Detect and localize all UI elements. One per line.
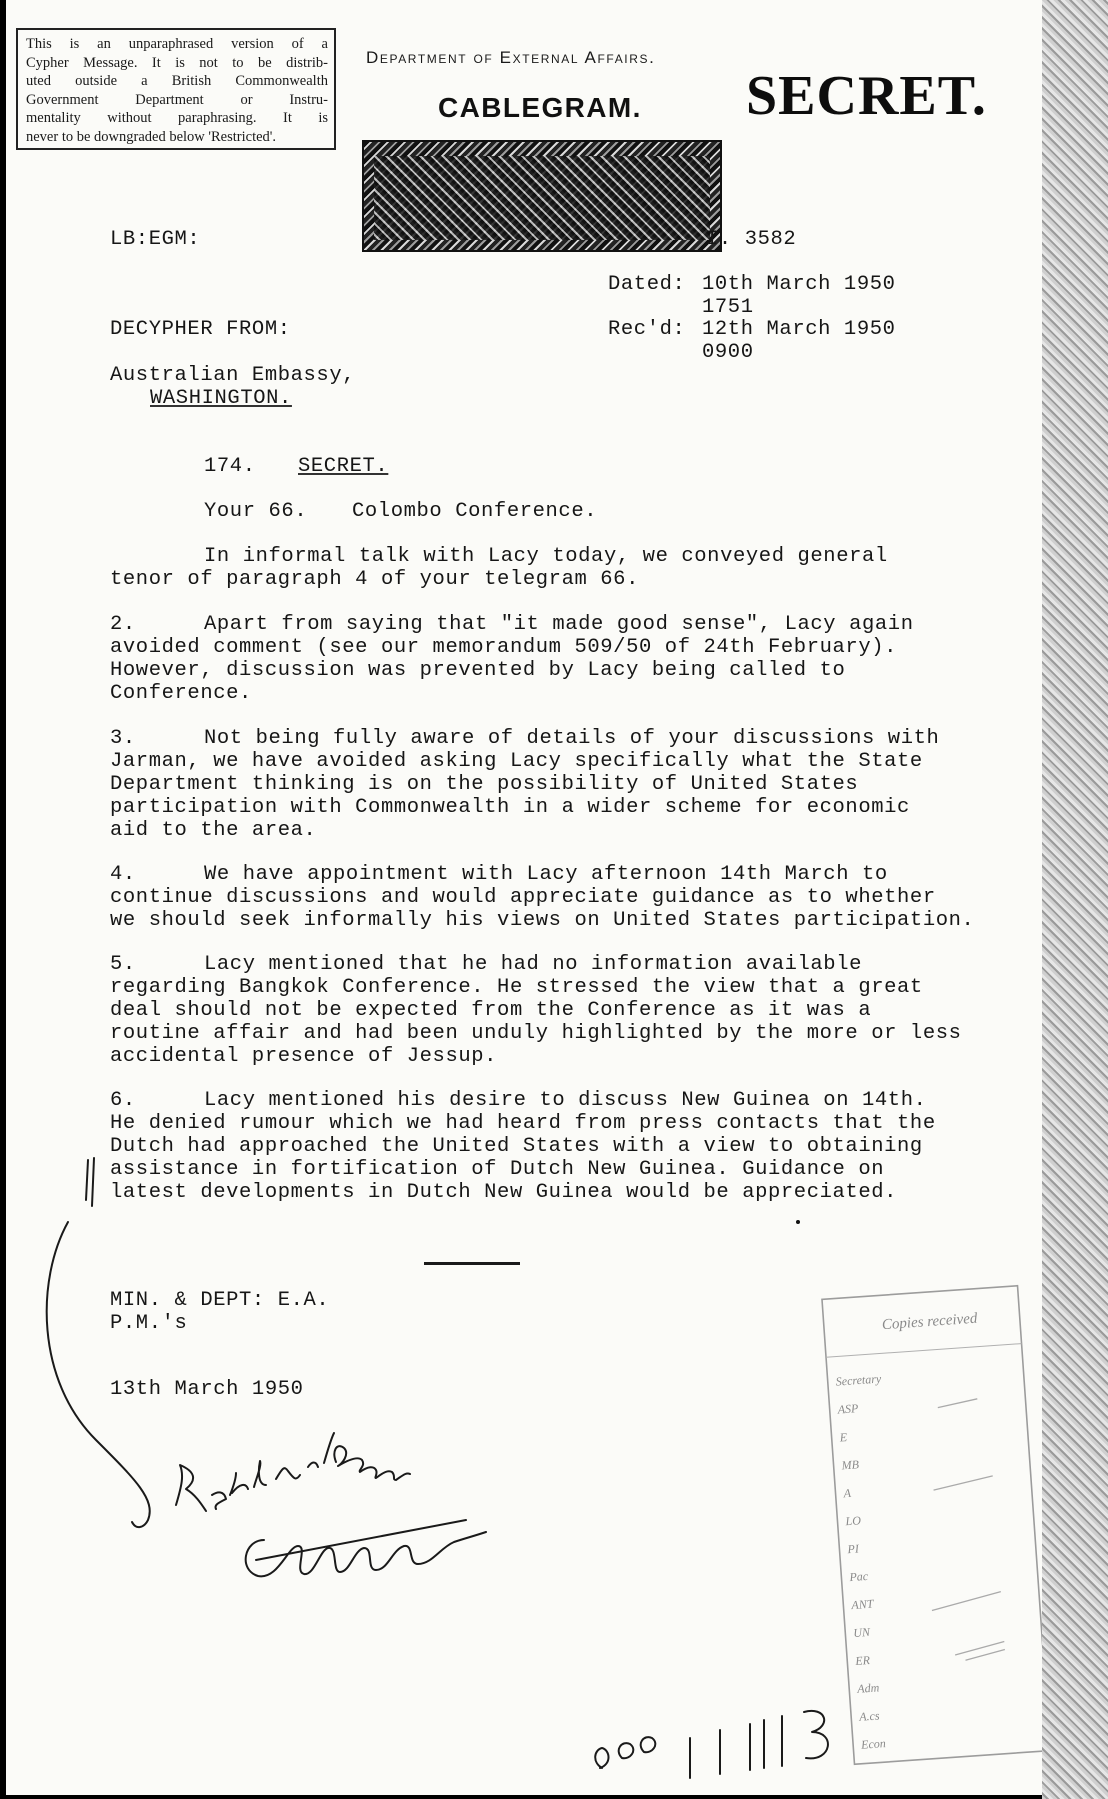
margin-bracket — [47, 1222, 150, 1527]
secret-marker-text: SECRET. — [298, 455, 389, 478]
stamp-row: A.cs — [858, 1708, 880, 1724]
sender-name: Australian Embassy, — [110, 364, 356, 387]
paragraph-line: We have appointment with Lacy afternoon 14th March to — [204, 863, 888, 886]
received-value: 12th March 1950 — [702, 318, 896, 341]
file-number-stroke — [595, 1737, 655, 1768]
intro-line: In informal talk with Lacy today, we conveyed general — [204, 545, 888, 568]
scan-edge-strip — [1042, 0, 1108, 1799]
dated-label: Dated: — [608, 273, 686, 296]
stamp-row: ANT — [850, 1596, 874, 1613]
stamp-row: LO — [845, 1513, 862, 1529]
subject-ref: Your 66. — [204, 500, 308, 523]
cablegram-sheet — [6, 0, 1042, 1795]
classification-stamp: SECRET. — [746, 65, 987, 127]
paragraph-line: However, discussion was prevented by Lacy being called to — [110, 659, 846, 682]
decypher-from-label: DECYPHER FROM: — [110, 318, 291, 341]
stamp-row: E — [839, 1430, 848, 1445]
sender-city-text: WASHINGTON. — [150, 387, 292, 410]
paragraph-line: assistance in fortification of Dutch New Guinea. Guidance on — [110, 1158, 885, 1181]
dated-value: 10th March 1950 — [702, 273, 896, 296]
stamp-row: PI — [846, 1541, 860, 1557]
file-number-stroke — [690, 1711, 828, 1778]
paragraph-number: 3. — [110, 727, 136, 750]
stamp-row: Econ — [860, 1736, 887, 1752]
paragraph-line: regarding Bangkok Conference. He stressed the view that a great — [110, 976, 923, 999]
paragraph-line: Jarman, we have avoided asking Lacy specifically what the State — [110, 750, 923, 773]
notice-line: uted outside a British Commonwealth — [26, 73, 328, 90]
received-time: 0900 — [702, 341, 754, 364]
paragraph-line: we should seek informally his views on United States participation. — [110, 909, 975, 932]
paragraph-line: avoided comment (see our memorandum 509/50 of 24th February). — [110, 636, 898, 659]
notice-line: mentality without paraphrasing. It is — [26, 110, 328, 127]
notice-line: never to be downgraded below 'Restricted'. — [26, 128, 277, 145]
copies-received-stamp — [820, 1284, 1042, 1767]
paragraph-number: 2. — [110, 613, 136, 636]
message-number: I. 3582 — [706, 228, 797, 251]
paragraph-line: Department thinking is on the possibility of United States — [110, 773, 859, 796]
paragraph-line: Lacy mentioned that he had no information available — [204, 953, 863, 976]
received-label: Rec'd: — [608, 318, 686, 341]
document-title: CABLEGRAM. — [438, 92, 642, 123]
paragraph-line: aid to the area. — [110, 819, 317, 842]
notice-line: This is an unparaphrased version of a — [26, 36, 328, 52]
dated-time: 1751 — [702, 296, 754, 319]
paragraph-line: Dutch had approached the United States with a view to obtaining — [110, 1135, 923, 1158]
stamp-row: A — [843, 1485, 852, 1501]
stamp-title: Copies received — [881, 1310, 978, 1334]
notice-line: Government Department or Instru- — [26, 91, 328, 108]
paragraph-line: Lacy mentioned his desire to discuss New Guinea on 14th. — [204, 1089, 927, 1112]
distribution-line: P.M.'s — [110, 1312, 188, 1335]
stamp-header-rule — [826, 1344, 1022, 1358]
signature — [246, 1520, 486, 1576]
handwritten-note-stroke — [334, 1446, 410, 1480]
stamp-row: MB — [841, 1457, 860, 1473]
ink-dot — [796, 1220, 800, 1224]
paragraph-line: continue discussions and would appreciate guidance as to whether — [110, 886, 936, 909]
notice-line: Cypher Message. It is not to be distrib- — [26, 54, 328, 71]
department-name: Department of External Affairs. — [366, 48, 656, 67]
stamp-ticks — [917, 1398, 1005, 1662]
initials-ref: LB:EGM: — [110, 228, 201, 251]
paragraph-line: deal should not be expected from the Conference as it was a — [110, 999, 872, 1022]
paragraph-number: 5. — [110, 953, 136, 976]
cable-serial: 174. — [204, 455, 256, 478]
subject: Colombo Conference. — [352, 500, 598, 523]
footer-date: 13th March 1950 — [110, 1378, 304, 1401]
stamp-row: ASP — [837, 1401, 859, 1417]
paragraph-line: Apart from saying that "it made good sense", Lacy again — [204, 613, 914, 636]
paragraph-line: participation with Commonwealth in a wider scheme for economic — [110, 796, 910, 819]
handwritten-note-stroke — [176, 1433, 334, 1511]
paragraph-line: Conference. — [110, 682, 252, 705]
stamp-row: Adm — [856, 1680, 880, 1696]
paragraph-line: latest developments in Dutch New Guinea would be appreciated. — [110, 1181, 898, 1204]
margin-mark — [86, 1158, 94, 1206]
stamp-row: Secretary — [835, 1371, 882, 1389]
intro-line: tenor of paragraph 4 of your telegram 66. — [110, 568, 639, 591]
paragraph-number: 6. — [110, 1089, 136, 1112]
paragraph-line: routine affair and had been unduly highlighted by the more or less — [110, 1022, 962, 1045]
stamp-row: UN — [852, 1624, 871, 1641]
stamp-row: ER — [854, 1652, 871, 1668]
distribution-line: MIN. & DEPT: E.A. — [110, 1289, 330, 1312]
stamp-row: Pac — [848, 1568, 869, 1585]
paragraph-line: He denied rumour which we had heard from press contacts that the — [110, 1112, 936, 1135]
paragraph-line: Not being fully aware of details of your discussions with — [204, 727, 940, 750]
paragraph-line: accidental presence of Jessup. — [110, 1045, 498, 1068]
paragraph-number: 4. — [110, 863, 136, 886]
